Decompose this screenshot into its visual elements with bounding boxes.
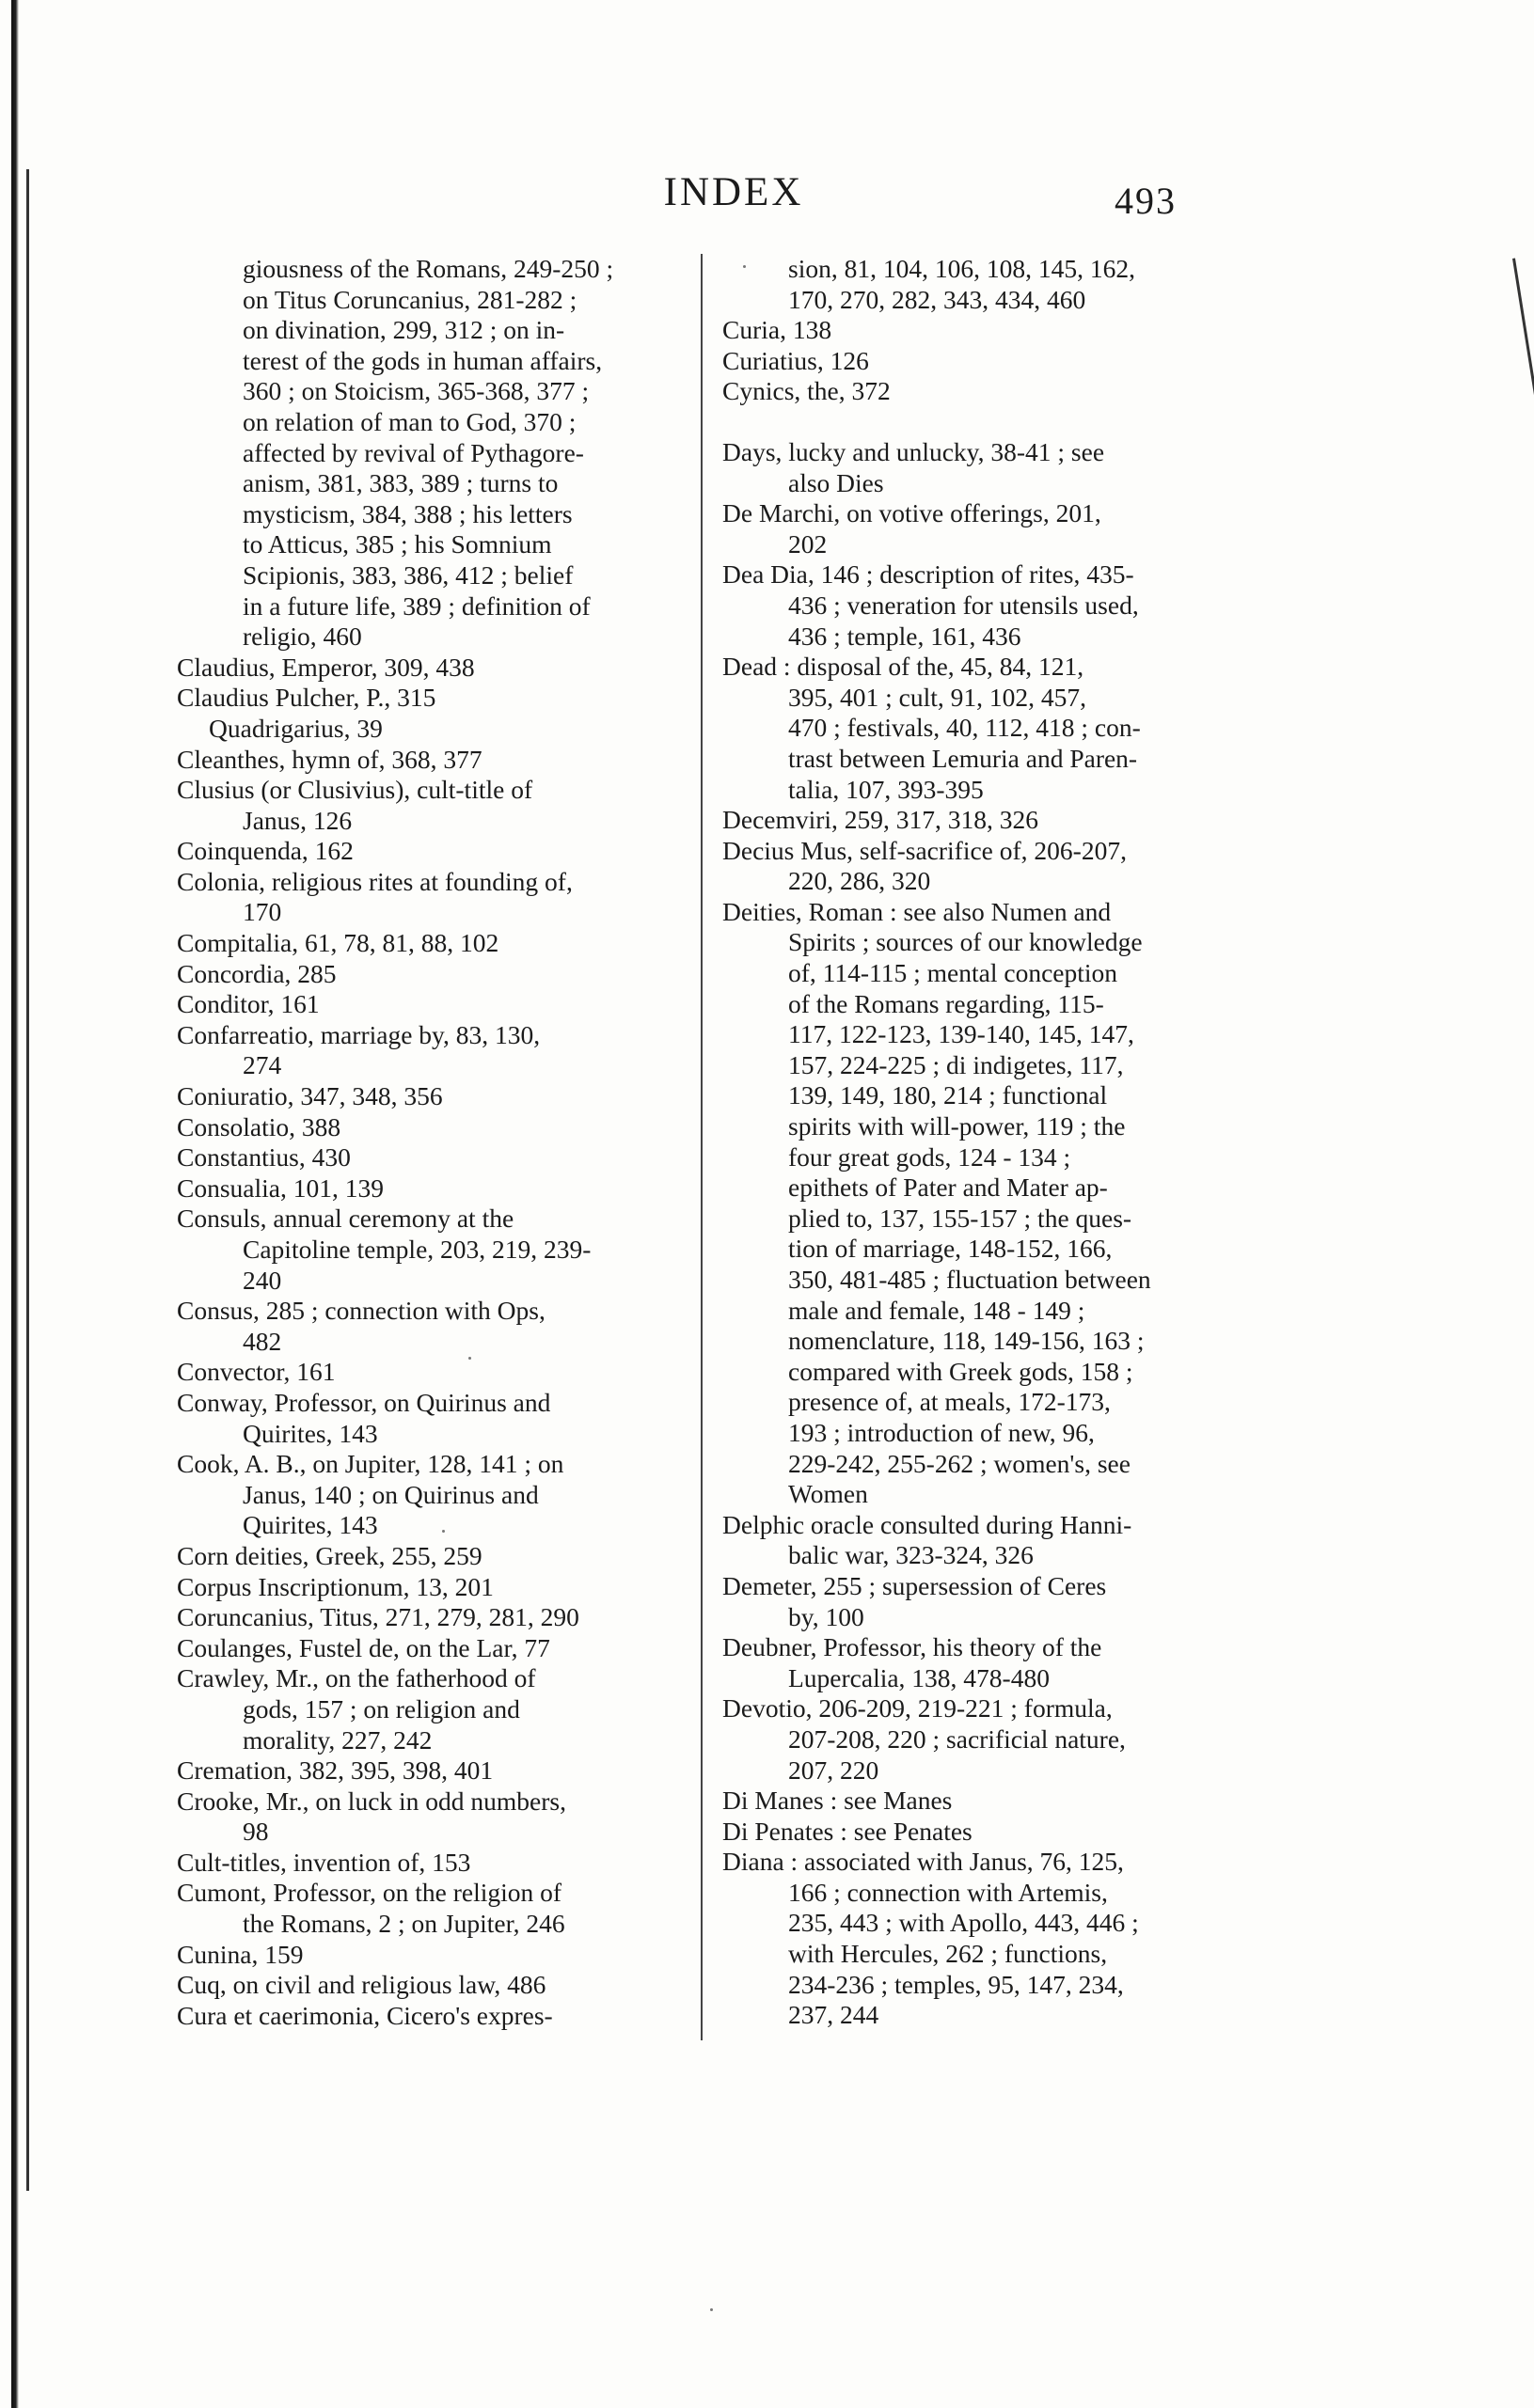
- index-entry: [722, 315, 1230, 346]
- index-line: Di Manes : see Manes: [722, 1786, 953, 1816]
- index-line: 98: [243, 1817, 269, 1847]
- index-line: the Romans, 2 ; on Jupiter, 246: [243, 1909, 565, 1939]
- index-entry: [177, 1755, 685, 1786]
- index-line: 360 ; on Stoicism, 365-368, 377 ;: [243, 376, 590, 406]
- index-line: on Titus Coruncanius, 281-282 ;: [243, 284, 577, 314]
- index-entry: [177, 683, 685, 714]
- index-entry: [177, 1940, 685, 1971]
- index-line: epithets of Pater and Mater ap-: [788, 1173, 1108, 1203]
- index-line: Claudius, Emperor, 309, 438: [177, 652, 475, 682]
- index-line: Cult-titles, invention of, 153: [177, 1847, 471, 1877]
- index-line: Spirits ; sources of our knowledge: [788, 927, 1143, 957]
- index-entry: [177, 1878, 685, 1939]
- index-line: Janus, 126: [243, 805, 353, 835]
- index-entry: [722, 376, 1230, 407]
- index-line: 229-242, 255-262 ; women's, see: [788, 1448, 1131, 1478]
- index-entry: [177, 928, 685, 959]
- index-line: Devotio, 206-209, 219-221 ; formula,: [722, 1693, 1113, 1723]
- index-entry: [177, 1142, 685, 1173]
- index-line: Compitalia, 61, 78, 81, 88, 102: [177, 928, 499, 958]
- index-entry: [177, 1357, 685, 1388]
- index-line: 240: [243, 1265, 282, 1295]
- index-entry: [177, 1602, 685, 1633]
- index-line: 207-208, 220 ; sacrificial nature,: [788, 1723, 1126, 1754]
- column-divider: [701, 254, 703, 2040]
- index-entry: [722, 652, 1230, 805]
- index-line: Capitoline temple, 203, 219, 239-: [243, 1235, 592, 1264]
- index-column-right: [722, 254, 1230, 2031]
- index-entry: [177, 867, 685, 928]
- index-column-left: [177, 254, 685, 2031]
- index-line: by, 100: [788, 1601, 864, 1631]
- index-line: 436 ; temple, 161, 436: [788, 621, 1021, 651]
- index-line: Conway, Professor, on Quirinus and: [177, 1387, 551, 1417]
- index-entry: [177, 1112, 685, 1143]
- index-entry: [177, 1388, 685, 1449]
- binding-shadow: [26, 169, 29, 2191]
- index-entry: [177, 1449, 685, 1541]
- index-line: Dead : disposal of the, 45, 84, 121,: [722, 652, 1084, 682]
- page-header-title: INDEX: [663, 170, 804, 214]
- index-line: 470 ; festivals, 40, 112, 418 ; con-: [788, 713, 1141, 743]
- index-line: 170: [243, 897, 282, 927]
- index-line: Cremation, 382, 395, 398, 401: [177, 1755, 494, 1786]
- index-line: Cuq, on civil and religious law, 486: [177, 1970, 546, 2000]
- index-line: Confarreatio, marriage by, 83, 130,: [177, 1019, 541, 1049]
- index-line: Demeter, 255 ; supersession of Ceres: [722, 1570, 1107, 1600]
- index-line: Claudius Pulcher, P., 315: [177, 683, 436, 713]
- index-entry: [722, 805, 1230, 836]
- index-line: De Marchi, on votive offerings, 201,: [722, 498, 1101, 528]
- index-line: Consolatio, 388: [177, 1111, 341, 1141]
- index-line: Corpus Inscriptionum, 13, 201: [177, 1571, 494, 1601]
- index-line: 482: [243, 1326, 282, 1356]
- index-line: Janus, 140 ; on Quirinus and: [243, 1479, 539, 1509]
- index-line: balic war, 323-324, 326: [788, 1540, 1034, 1570]
- index-line: 395, 401 ; cult, 91, 102, 457,: [788, 682, 1087, 712]
- index-line: Deubner, Professor, his theory of the: [722, 1632, 1102, 1662]
- index-line: plied to, 137, 155-157 ; the ques-: [788, 1203, 1132, 1233]
- index-line: 220, 286, 320: [788, 866, 931, 896]
- index-line: Curiatius, 126: [722, 345, 869, 375]
- index-line: Cynics, the, 372: [722, 376, 891, 406]
- index-entry: [722, 897, 1230, 1510]
- margin-mark: [1512, 259, 1534, 407]
- index-entry: [722, 1693, 1230, 1786]
- index-entry: [177, 254, 685, 653]
- index-line: 157, 224-225 ; di indigetes, 117,: [788, 1049, 1124, 1079]
- index-line: compared with Greek gods, 158 ;: [788, 1356, 1133, 1386]
- index-line: on relation of man to God, 370 ;: [243, 406, 577, 436]
- index-line: Quirites, 143: [243, 1418, 378, 1448]
- index-line: 274: [243, 1050, 282, 1080]
- index-line: Curia, 138: [722, 315, 832, 345]
- index-entry: [177, 1572, 685, 1603]
- index-entry: [177, 1848, 685, 1879]
- index-entry: [177, 1541, 685, 1572]
- index-line: four great gods, 124 - 134 ;: [788, 1141, 1071, 1172]
- index-line: Decemviri, 259, 317, 318, 326: [722, 805, 1039, 835]
- index-line: 436 ; veneration for utensils used,: [788, 590, 1139, 620]
- index-line: Coulanges, Fustel de, on the Lar, 77: [177, 1632, 550, 1662]
- index-entry: [722, 254, 1230, 315]
- index-line: Deities, Roman : see also Numen and: [722, 896, 1112, 926]
- index-line: Constantius, 430: [177, 1142, 351, 1173]
- index-line: Concordia, 285: [177, 958, 337, 988]
- index-line: Cunina, 159: [177, 1939, 304, 1969]
- index-entry: [722, 1847, 1230, 2031]
- index-entry: [177, 1296, 685, 1357]
- index-line: 235, 443 ; with Apollo, 443, 446 ;: [788, 1908, 1139, 1938]
- index-entry: [722, 1786, 1230, 1817]
- index-line: 234-236 ; temples, 95, 147, 234,: [788, 1969, 1124, 1999]
- index-line: Consuls, annual ceremony at the: [177, 1204, 514, 1234]
- index-line: Dea Dia, 146 ; description of rites, 435-: [722, 559, 1134, 590]
- index-entry: [722, 1510, 1230, 1571]
- index-line: Quadrigarius, 39: [209, 713, 383, 743]
- index-line: Crawley, Mr., on the fatherhood of: [177, 1663, 536, 1693]
- index-line: Cumont, Professor, on the religion of: [177, 1878, 562, 1908]
- index-line: Scipionis, 383, 386, 412 ; belief: [243, 559, 574, 590]
- index-line: tion of marriage, 148-152, 166,: [788, 1234, 1113, 1264]
- index-entry: [177, 1786, 685, 1848]
- index-line: spirits with will-power, 119 ; the: [788, 1111, 1126, 1141]
- index-entry: [722, 836, 1230, 897]
- index-line: sion, 81, 104, 106, 108, 145, 162,: [788, 254, 1135, 283]
- index-line: morality, 227, 242: [243, 1724, 433, 1755]
- speck: [710, 2308, 713, 2311]
- index-entry: [177, 989, 685, 1020]
- index-line: Diana : associated with Janus, 76, 125,: [722, 1847, 1124, 1877]
- index-line: in a future life, 389 ; definition of: [243, 590, 591, 621]
- index-line: 202: [788, 528, 828, 559]
- index-line: religio, 460: [243, 622, 362, 652]
- index-line: Cook, A. B., on Jupiter, 128, 141 ; on: [177, 1449, 564, 1479]
- binding-edge: [11, 0, 19, 2408]
- index-line: Delphic oracle consulted during Hanni-: [722, 1509, 1132, 1539]
- index-line: with Hercules, 262 ; functions,: [788, 1939, 1108, 1969]
- index-line: 237, 244: [788, 2000, 879, 2030]
- index-line: Coniuratio, 347, 348, 356: [177, 1081, 443, 1111]
- index-line: presence of, at meals, 172-173,: [788, 1387, 1111, 1417]
- index-line: 166 ; connection with Artemis,: [788, 1877, 1108, 1907]
- index-line: on divination, 299, 312 ; on in-: [243, 315, 565, 345]
- index-line: Di Penates : see Penates: [722, 1816, 973, 1846]
- index-entry: [722, 437, 1230, 498]
- index-entry: [177, 1204, 685, 1296]
- index-entry: [177, 1173, 685, 1204]
- index-entry: [177, 1970, 685, 2001]
- index-line: Quirites, 143: [243, 1510, 378, 1540]
- index-line: anism, 381, 383, 389 ; turns to: [243, 468, 559, 498]
- index-line: of, 114-115 ; mental conception: [788, 958, 1118, 988]
- index-line: Clusius (or Clusivius), cult-title of: [177, 775, 533, 805]
- index-entry: [177, 1663, 685, 1755]
- index-line: 139, 149, 180, 214 ; functional: [788, 1080, 1108, 1110]
- index-line: 350, 481-485 ; fluctuation between: [788, 1265, 1151, 1294]
- index-line: affected by revival of Pythagore-: [243, 437, 584, 467]
- index-line: 117, 122-123, 139-140, 145, 147,: [788, 1019, 1134, 1049]
- index-entry: [177, 1633, 685, 1664]
- index-entry: [177, 836, 685, 867]
- index-line: to Atticus, 385 ; his Somnium: [243, 529, 552, 559]
- index-line: Cleanthes, hymn of, 368, 377: [177, 744, 482, 774]
- index-line: terest of the gods in human affairs,: [243, 345, 603, 375]
- index-line: Crooke, Mr., on luck in odd numbers,: [177, 1786, 566, 1816]
- index-line: Lupercalia, 138, 478-480: [788, 1662, 1050, 1692]
- index-entry: [722, 1632, 1230, 1693]
- index-line: mysticism, 384, 388 ; his letters: [243, 498, 573, 528]
- index-entry: [177, 1020, 685, 1081]
- index-line: nomenclature, 118, 149-156, 163 ;: [788, 1326, 1145, 1356]
- index-line: Convector, 161: [177, 1357, 336, 1387]
- index-entry: [177, 775, 685, 836]
- index-line: trast between Lemuria and Paren-: [788, 743, 1138, 773]
- index-entry: [177, 653, 685, 684]
- index-entry: [177, 2001, 685, 2032]
- index-line: Consualia, 101, 139: [177, 1173, 384, 1203]
- index-entry: [722, 559, 1230, 652]
- index-line: Consus, 285 ; connection with Ops,: [177, 1296, 546, 1326]
- index-line: 207, 220: [788, 1755, 879, 1785]
- index-line: Coinquenda, 162: [177, 836, 354, 866]
- index-line: Days, lucky and unlucky, 38-41 ; see: [722, 436, 1105, 466]
- index-entry: [177, 714, 685, 745]
- index-entry: [722, 498, 1230, 559]
- index-line: gods, 157 ; on religion and: [243, 1693, 520, 1723]
- index-line: 170, 270, 282, 343, 434, 460: [788, 284, 1086, 314]
- index-line: 193 ; introduction of new, 96,: [788, 1417, 1095, 1447]
- index-entry: [722, 1571, 1230, 1632]
- index-line: Colonia, religious rites at founding of,: [177, 866, 573, 896]
- index-line: Corn deities, Greek, 255, 259: [177, 1540, 482, 1570]
- page-number: 493: [1115, 180, 1177, 222]
- index-line: male and female, 148 - 149 ;: [788, 1295, 1085, 1325]
- index-entry: [177, 1081, 685, 1112]
- index-line: talia, 107, 393-395: [788, 774, 984, 804]
- index-line: Cura et caerimonia, Cicero's expres-: [177, 2000, 553, 2030]
- index-line: Decius Mus, self-sacrifice of, 206-207,: [722, 835, 1127, 865]
- index-line: of the Romans regarding, 115-: [788, 988, 1104, 1018]
- index-entry: [722, 346, 1230, 377]
- index-line: also Dies: [788, 467, 884, 497]
- index-entry: [177, 959, 685, 990]
- index-line: Women: [788, 1479, 868, 1509]
- index-line: Coruncanius, Titus, 271, 279, 281, 290: [177, 1602, 579, 1632]
- index-line: giousness of the Romans, 249-250 ;: [243, 254, 614, 283]
- index-entry: [722, 1817, 1230, 1848]
- index-entry: [177, 745, 685, 776]
- index-line: Conditor, 161: [177, 989, 320, 1019]
